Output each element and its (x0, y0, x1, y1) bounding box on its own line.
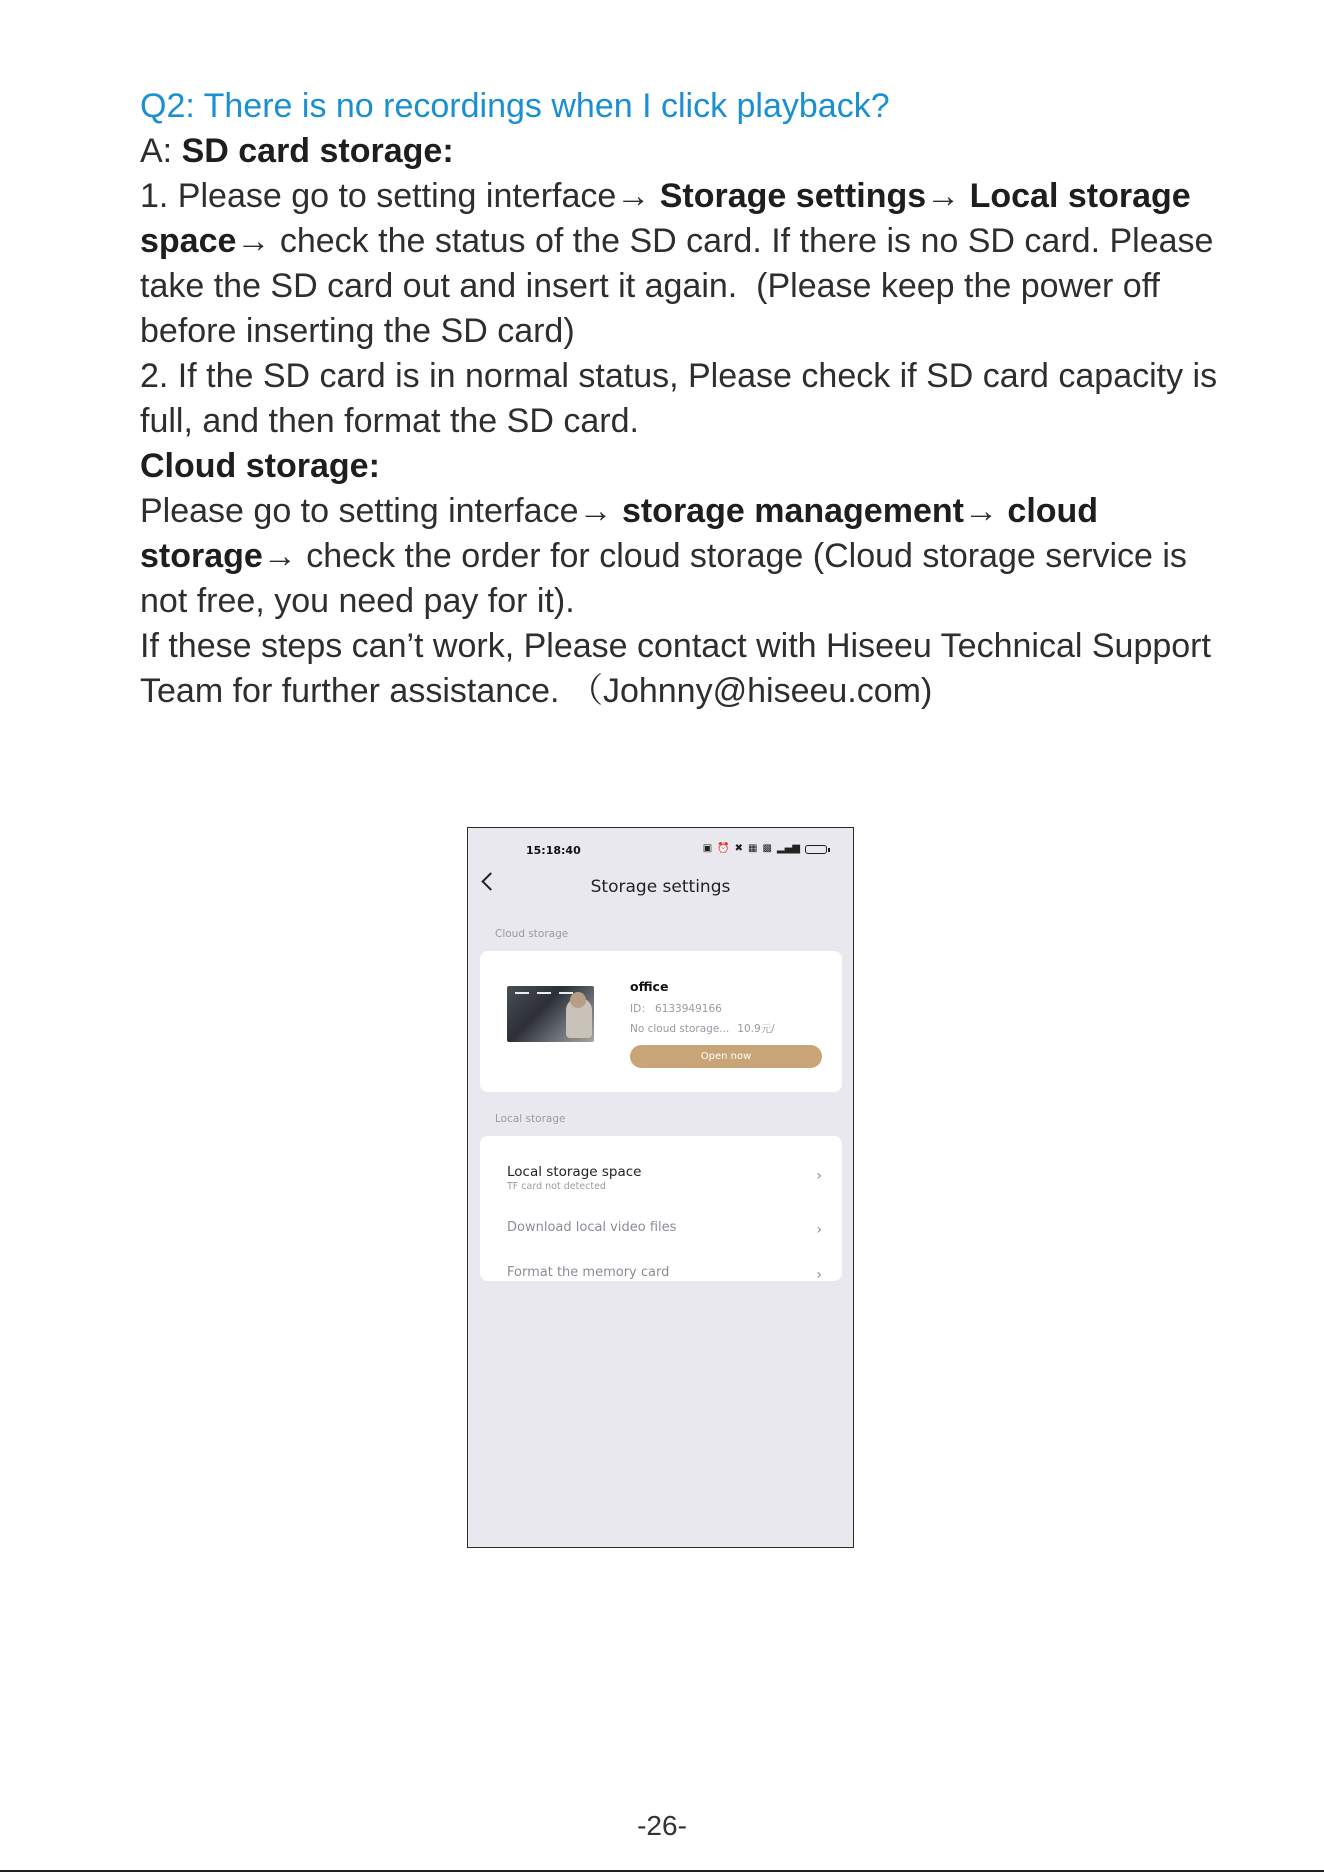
format-card-row[interactable] (507, 1265, 822, 1283)
device-id: ID： 6133949166 (630, 1003, 722, 1015)
cloud-status-text: No cloud storage... (630, 1023, 730, 1035)
cloud-step-management: storage management (621, 492, 964, 530)
chevron-right-icon: › (816, 1222, 822, 1238)
hd-icon: ▩ (762, 843, 772, 854)
ceiling-light (537, 992, 551, 994)
page-title: Storage settings (590, 877, 731, 897)
step-1-storage-settings: Storage settings (659, 177, 927, 215)
phone-screenshot (467, 827, 854, 1548)
cloud-status (630, 1021, 775, 1036)
answer-prefix: A: (140, 132, 182, 170)
cloud-heading: Cloud storage: (140, 447, 380, 485)
network-speed-icon: ▦ (748, 843, 758, 854)
answer-line (140, 129, 1220, 174)
question-heading: Q2: There is no recordings when I click playback? (140, 87, 890, 125)
contact-paragraph: If these steps can’t work, Please contact with Hiseeu Technical Support Team for further assistance. （Johnny@hiseeu.com) (140, 627, 1211, 710)
local-storage-space-title: Local storage space (507, 1164, 642, 1180)
alarm-icon: ⏰ (717, 843, 730, 854)
cloud-section-label: Cloud storage (495, 928, 569, 940)
cloud-price: 10.9元/ (737, 1023, 775, 1035)
local-storage-card (480, 1136, 842, 1281)
signal-icon: ▂▄▆ (776, 843, 800, 854)
camera-thumbnail[interactable] (507, 986, 594, 1042)
step-1-local-storage: Local storage space (140, 177, 1191, 260)
chevron-right-icon: › (816, 1168, 822, 1184)
device-name: office (630, 979, 669, 994)
cloud-step-text: Please go to setting interface→ (140, 492, 622, 530)
ceiling-light (515, 992, 529, 994)
document-body (140, 84, 1220, 714)
status-time: 15:18:40 (526, 844, 581, 857)
download-files-row[interactable] (507, 1220, 822, 1238)
cloud-step (140, 489, 1220, 624)
nfc-icon: ▣ (702, 843, 713, 854)
person-head (570, 992, 586, 1008)
mute-icon: ✖ (734, 843, 744, 854)
cloud-step-arrow: → (963, 492, 1008, 530)
step-1-text: 1. Please go to setting interface→ (140, 177, 660, 215)
open-now-button[interactable]: Open now (630, 1045, 822, 1068)
step-1-rest: → check the status of the SD card. If there is no SD card. Please take the SD card out and insert it again. (Please keep the power off before inserting the SD card) (140, 222, 1214, 350)
local-section-label: Local storage (495, 1113, 566, 1125)
local-storage-space-row[interactable] (507, 1164, 822, 1192)
format-card-label: Format the memory card (507, 1265, 670, 1280)
step-1 (140, 174, 1220, 354)
cloud-step-cloud-storage: cloud storage (140, 492, 1099, 575)
ceiling-light (559, 992, 573, 994)
step-2: 2. If the SD card is in normal status, Please check if SD card capacity is full, and then format the SD card. (140, 357, 1218, 440)
cloud-storage-card (480, 951, 842, 1092)
cloud-step-rest: → check the order for cloud storage (Cloud storage service is not free, you need pay for it). (140, 537, 1187, 620)
status-icons (703, 843, 827, 855)
download-files-label: Download local video files (507, 1220, 677, 1235)
local-storage-space-status: TF card not detected (507, 1181, 606, 1192)
chevron-right-icon: › (816, 1267, 822, 1283)
step-1-arrow: → (926, 177, 970, 215)
sd-heading: SD card storage: (181, 132, 454, 170)
page-number: -26- (637, 1810, 687, 1841)
battery-icon (805, 845, 827, 854)
